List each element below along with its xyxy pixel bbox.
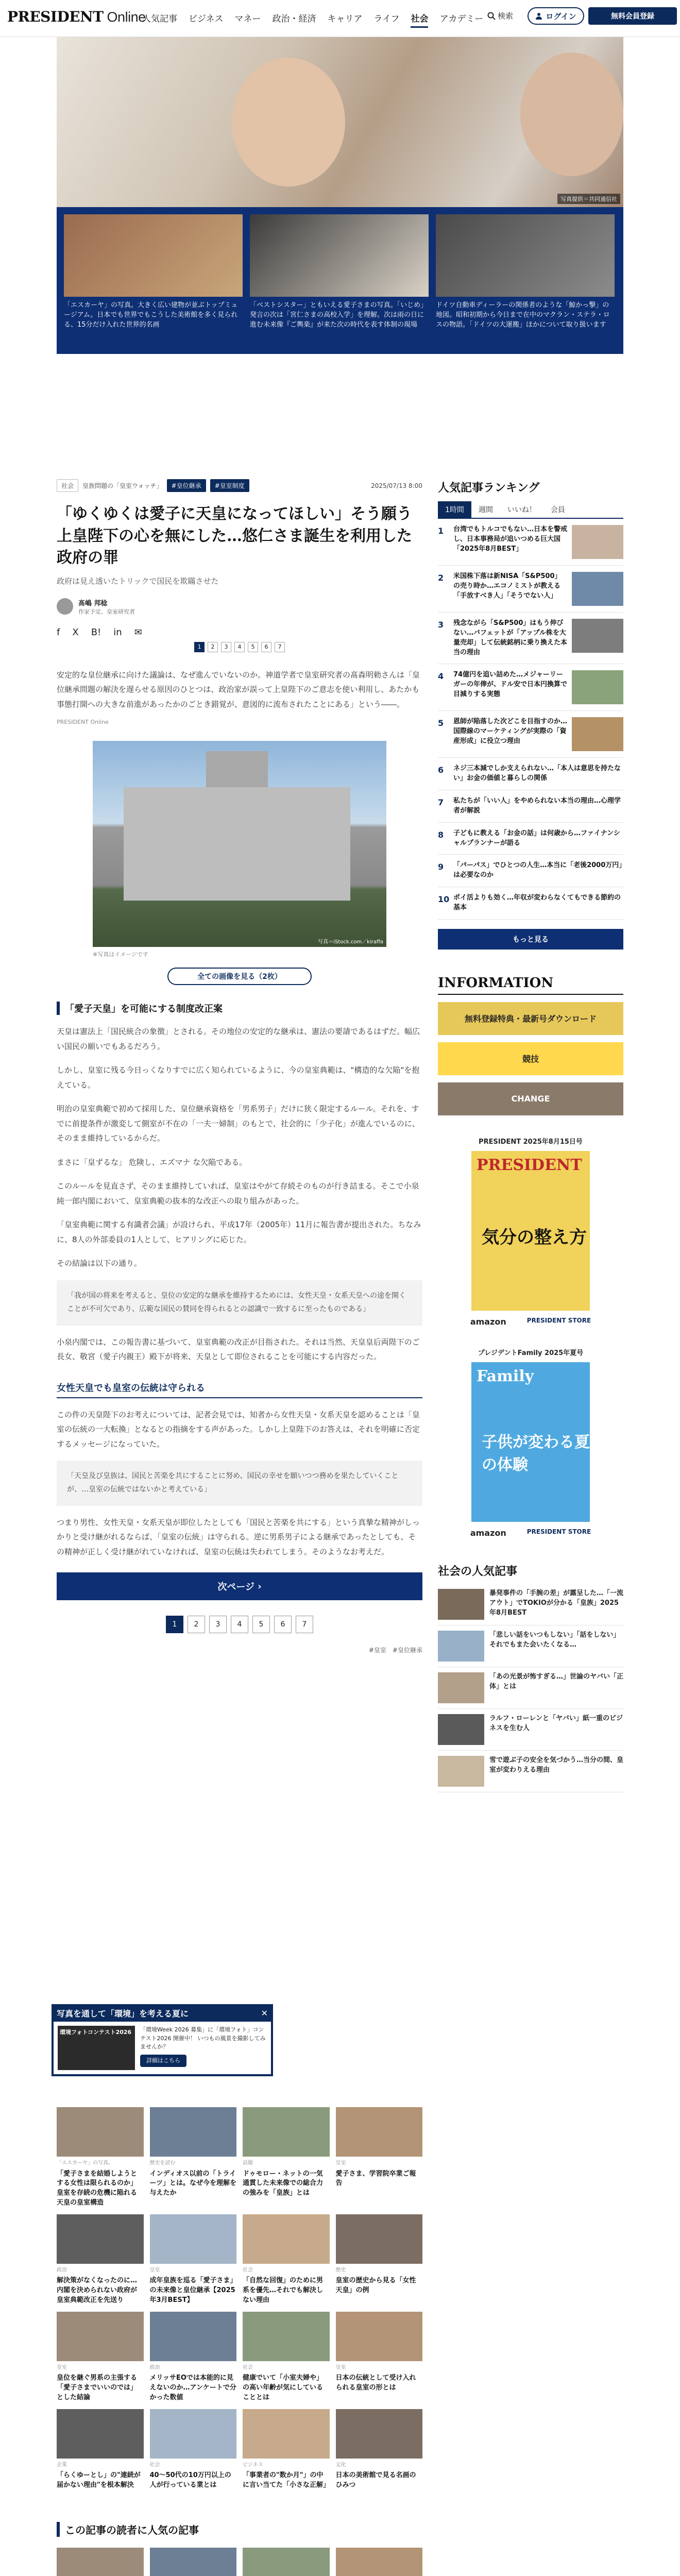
- news-item[interactable]: ラルフ・ローレンと「ヤバい」紙一重のビジネスを生む人: [438, 1709, 623, 1751]
- card-kicker: 皇室: [335, 2160, 346, 2166]
- card-title: メリッサEOでは本能的に見えないのか…アンケートで分かった数値: [149, 2374, 236, 2402]
- facebook-icon[interactable]: f: [57, 626, 60, 638]
- ranking-item[interactable]: 6 ネジ三本減でしか支えられない…「本人は意思を持たない」お金の価値と暮らしの関係: [438, 758, 623, 790]
- paragraph: 「皇室典範に関する有識者会議」が設けられ、平成17年（2005年）11月に報告書が提出された。ちなみに、8人の外部委員の1人として、ヒアリングに応じた。: [57, 1220, 421, 1244]
- card-kicker: 文化: [335, 2462, 346, 2468]
- card-thumbnail: [57, 2107, 144, 2157]
- photo-credit: 写真＝iStock.com／kiraffa: [318, 939, 383, 945]
- paragraph: 明治の皇室典範で初めて採用した、皇位継承資格を「男系男子」だけに狭く限定するルール。それを、すでに前提条件が激変して側室が不在の「一夫一婦制」のもとで、社会的に「少子化」が進んでいるのに、そのまま維持しているからだ。: [57, 1104, 420, 1143]
- ranking-item[interactable]: 2 米国株下落は新NISA「S&P500」の売り時か…エコノミストが教える「手放すべき人」「そうでない人」: [438, 566, 623, 613]
- card-thumbnail: [243, 2107, 330, 2157]
- card-thumbnail: [57, 2409, 144, 2459]
- author-role: 作家予定、皇室研究者: [78, 608, 135, 615]
- blockquote: 「天皇及び皇族は、国民と苦楽を共にすることに努め、国民の幸せを願いつつ務めを果たしていくことが、…皇室の伝統ではないかと考えている」: [57, 1461, 422, 1506]
- view-all-images-button[interactable]: 全ての画像を見る（2枚）: [167, 968, 312, 985]
- card-thumbnail: [150, 2214, 237, 2264]
- reader-popular-grid: [57, 2548, 422, 2576]
- shop-links: [438, 1317, 623, 1327]
- site-header: [0, 0, 680, 37]
- card-thumbnail: [336, 2107, 423, 2157]
- news-item[interactable]: 「悲しい話をいつもしない」「話をしない」それでもまた会いたくなる…: [438, 1625, 623, 1667]
- card-kicker: 政治: [57, 2267, 67, 2273]
- card-title: 日本の美術館で見る名画のひみつ: [335, 2471, 416, 2489]
- card-title: 「事業者の"数か月"」の中に言い当てた「小さな正解」: [243, 2471, 330, 2489]
- related-card[interactable]: [243, 2312, 330, 2403]
- photo-caption: ※写真はイメージです: [93, 951, 148, 958]
- related-card[interactable]: [243, 2548, 330, 2576]
- related-card[interactable]: [57, 2107, 144, 2208]
- card-title: 皇位を継ぐ男系の主張する「愛子さまでいいのでは」とした結論: [57, 2374, 138, 2402]
- blockquote: 「我が国の将来を考えると、皇位の安定的な継承を維持するためには、女性天皇・女系天皇への途を開くことが不可欠であり、広範な国民の賛同を得られるとの認識で一致するに至ったものである」: [57, 1280, 422, 1326]
- ranking-item[interactable]: 7 私たちが「いい人」をやめられない本当の理由…心理学者が解説: [438, 790, 623, 823]
- related-card[interactable]: [57, 2409, 144, 2490]
- card-kicker: 社会: [149, 2462, 160, 2468]
- page-number[interactable]: 4: [231, 1616, 248, 1633]
- close-icon[interactable]: ✕: [261, 2008, 268, 2018]
- page-number[interactable]: 7: [275, 642, 285, 652]
- series-link[interactable]: 皇族問題の「皇室ウォッチ」: [82, 482, 163, 489]
- topic-tag[interactable]: #皇室制度: [210, 479, 249, 492]
- ranking-item[interactable]: 3 残念ながら「S&P500」はもう伸びない…バフェットが「アップル株を大量売却」して伝統銘柄に乗り換えた本当の理由: [438, 613, 623, 664]
- related-card[interactable]: [150, 2107, 237, 2208]
- card-thumbnail: [57, 2214, 144, 2264]
- ranking-item[interactable]: 9 「パーパス」でひとつの人生…本当に「老後2000万円」は必要なのか: [438, 855, 623, 887]
- gallery-item[interactable]: 「エスカーヤ」の写真。大きく広い建物が並ぶトップミュージアム。日本でも世界でもこうした美術館を多く見られる、15分だけ入れた世界的名画: [64, 214, 243, 354]
- nav-item[interactable]: 政治・経済: [272, 14, 316, 24]
- card-kicker: ビジネス: [243, 2462, 263, 2468]
- page-number[interactable]: 6: [274, 1616, 292, 1633]
- breadcrumb: [57, 479, 422, 492]
- search-label: 検索: [498, 11, 514, 21]
- page-number[interactable]: 7: [296, 1616, 313, 1633]
- paragraph: しかし、皇室に残る今日っくなりすでに広く知られているように、今の皇室典範は、"構造的な欠陥"を抱えている。: [57, 1065, 420, 1090]
- card-thumbnail: [243, 2409, 330, 2459]
- info-banner[interactable]: 競技: [438, 1042, 623, 1075]
- card-kicker: 皇室: [57, 2364, 67, 2370]
- card-thumbnail: [243, 2548, 330, 2576]
- ranking-item[interactable]: 4 74億円を追い詰めた…メジャーリーガーの年俸が、ドル安で日本円換算で目減りする実態: [438, 664, 623, 711]
- store-link[interactable]: PRESIDENT STORE: [526, 1528, 591, 1535]
- page-number[interactable]: 1: [166, 1616, 183, 1633]
- tab-hourly[interactable]: 1時間: [438, 501, 471, 518]
- nav-item[interactable]: ビジネス: [189, 14, 224, 24]
- sidebar: [438, 479, 623, 1792]
- tab-weekly[interactable]: 週間: [478, 506, 493, 514]
- nav-item[interactable]: キャリア: [327, 14, 363, 24]
- card-title: 日本の伝統として受け入れられる皇室の形とは: [335, 2374, 416, 2392]
- card-thumbnail: [150, 2107, 237, 2157]
- page-number[interactable]: 5: [248, 642, 258, 652]
- nav-item-active[interactable]: 社会: [411, 11, 428, 28]
- login-button[interactable]: ログイン: [528, 7, 584, 25]
- related-card[interactable]: [336, 2312, 423, 2403]
- related-card[interactable]: [57, 2312, 144, 2403]
- signup-button[interactable]: 無料会員登録: [588, 7, 677, 25]
- ranking-item[interactable]: 10 ポイ活よりも効く…年収が変わらなくてもできる節約の基本: [438, 887, 623, 920]
- card-kicker: 話題: [243, 2160, 253, 2166]
- related-card[interactable]: [150, 2214, 237, 2306]
- article-subtitle: 政府は見え透いたトリックで国民を欺瞞させた: [57, 576, 219, 586]
- ranking-title: 人気記事ランキング: [438, 482, 540, 495]
- topic-tag[interactable]: #皇位継承: [167, 479, 206, 492]
- photo-gallery: [57, 207, 623, 354]
- nav-item[interactable]: アカデミー: [439, 14, 484, 24]
- card-kicker: 歴史を読む: [149, 2160, 176, 2166]
- user-icon: [535, 12, 542, 20]
- publish-date: 2025/07/13 8:00: [371, 482, 422, 489]
- page-number[interactable]: 3: [221, 642, 231, 652]
- article-photo[interactable]: [93, 741, 386, 947]
- avatar: [57, 598, 73, 615]
- card-title: 「らくゆーとし」の"連続が届かない理由"を根本解決: [57, 2471, 141, 2489]
- search-button[interactable]: [487, 10, 513, 21]
- article-lead: 安定的な皇位継承に向けた議論は、なぜ進んでいないのか。神道学者で皇室研究者の髙森明勅さんは「皇位継承問題の解決を遅らせる原因のひとつは、政治家が誤って上皇陛下のご意志を使い利用し、あたかも事態打開への大きな前進があったかのごとき錯覚が、意図的に流布されたことにある」という――。: [57, 670, 420, 709]
- gallery-item[interactable]: ドイツ自動車ディーラーの関係者のような「鯨かっ撃」の地図。昭和初期から今日まで在中のマクラン・ステラ・ロスの物語。「ドイツの大運搬」ほかについて取り扱います: [436, 214, 615, 354]
- card-thumbnail: [150, 2548, 237, 2576]
- card-kicker: 皇室: [149, 2267, 160, 2273]
- x-icon[interactable]: X: [72, 626, 79, 638]
- card-title: インディオス以前の「トライーツ」とは。なぜ今を理解を与えたか: [149, 2170, 236, 2197]
- popup-body: 「環境Week 2026 募集」に「環境フォト」コンテスト2026 開催中！ いつもの風景を撮影してみませんか？: [140, 2026, 266, 2050]
- paragraph: 天皇は憲法上「国民統合の象徴」とされる。その地位の安定的な継承は、憲法の要請であるはずだ。幅広い国民の願いでもあるだろう。: [57, 1027, 420, 1051]
- pagination: [57, 1616, 422, 1633]
- linkedin-icon[interactable]: in: [113, 626, 122, 638]
- ranking-tabs: [438, 501, 623, 519]
- card-title: 皇室の歴史から見る「女性天皇」の例: [335, 2277, 416, 2295]
- author-name: 髙嶋 邦稔: [78, 599, 108, 607]
- section-heading: 女性天皇でも皇室の伝統は守られる: [57, 1381, 422, 1398]
- magazine-title: プレジデントFamily 2025年夏号: [478, 1349, 584, 1357]
- page-indicator-top: [57, 642, 422, 652]
- author-block[interactable]: [57, 598, 422, 616]
- hatena-icon[interactable]: B!: [91, 626, 101, 638]
- section-news-title: 社会の人気記事: [438, 1565, 518, 1578]
- related-card[interactable]: [336, 2214, 423, 2306]
- page-number[interactable]: 4: [234, 642, 245, 652]
- promo-popup: [52, 2004, 273, 2076]
- store-link[interactable]: PRESIDENT STORE: [526, 1316, 591, 1324]
- paragraph: 小泉内閣では、この報告書に基づいて、皇室典範の改正が目指された。それは当然、天皇皇后両陛下のご長女、敬宮（愛子内親王）殿下が将来、天皇として即位されることを可能にする内容だった。: [57, 1337, 420, 1362]
- card-title: 「自然な回復」のために男系を優先…それでも解決しない理由: [243, 2277, 324, 2304]
- card-kicker: 政治: [149, 2364, 160, 2370]
- tab-members[interactable]: 会員: [550, 506, 565, 514]
- page-number[interactable]: 3: [209, 1616, 227, 1633]
- card-thumbnail: [150, 2312, 237, 2361]
- paragraph: この件の天皇陛下のお考えについては、記者会見では、知者から女性天皇・女系天皇を認めることは「皇室の伝統の一大転換」となるとの指摘をする声があった。しかし上皇陛下のお答えは、それを明確に否定するメッセージになっていた。: [57, 1410, 420, 1449]
- related-card[interactable]: [243, 2107, 330, 2208]
- card-thumbnail: [57, 2312, 144, 2361]
- paragraph: その結論は以下の通り。: [57, 1259, 142, 1268]
- magazine-title: PRESIDENT 2025年8月15日号: [479, 1138, 583, 1146]
- related-card[interactable]: [336, 2409, 423, 2490]
- page-number[interactable]: 1: [194, 642, 205, 652]
- page-number[interactable]: 6: [261, 642, 271, 652]
- card-thumbnail: [336, 2214, 423, 2264]
- info-banner[interactable]: 無料登録特典・最新号ダウンロード: [438, 1002, 623, 1035]
- amazon-link[interactable]: amazon: [470, 1528, 506, 1538]
- main-nav: [142, 11, 483, 28]
- search-icon: [487, 12, 496, 20]
- card-kicker: 社会: [243, 2364, 253, 2370]
- category-tag[interactable]: 社会: [57, 479, 78, 492]
- card-kicker: 社会: [243, 2267, 253, 2273]
- section-heading: 「愛子天皇」を可能にする制度改正案: [57, 1002, 422, 1015]
- card-thumbnail: [243, 2312, 330, 2361]
- card-kicker: 歴史: [335, 2267, 346, 2273]
- paragraph: まさに「皇ずるな」 危険し、エズマナ な欠陥である。: [57, 1157, 247, 1167]
- page-number[interactable]: 5: [252, 1616, 270, 1633]
- section-news-list: [438, 1584, 623, 1792]
- card-thumbnail: [57, 2548, 144, 2576]
- related-card[interactable]: [336, 2107, 423, 2208]
- related-card[interactable]: [243, 2214, 330, 2306]
- related-title: この記事の読者に人気の記事: [57, 2522, 199, 2537]
- nav-item[interactable]: ライフ: [373, 14, 400, 24]
- ranking-list: [438, 519, 623, 920]
- ranking-item[interactable]: 8 子どもに教える「お金の話」は何歳から…ファイナンシャルプランナーが語る: [438, 823, 623, 855]
- popup-detail-button[interactable]: 詳細はこちら: [140, 2055, 186, 2067]
- related-card[interactable]: [57, 2214, 144, 2306]
- popup-title: 写真を通して「環境」を考える夏に: [57, 2008, 189, 2019]
- article: [57, 479, 422, 1654]
- tab-likes[interactable]: いいね！: [507, 506, 536, 514]
- card-kicker: 企業: [57, 2462, 67, 2468]
- related-card[interactable]: [336, 2548, 423, 2576]
- shop-links: [438, 1528, 623, 1538]
- card-kicker: 「エスカーヤ」の写真。: [57, 2160, 113, 2166]
- gallery-item[interactable]: 「ベストシスター」ともいえる愛子さまの写真。「いじめ」発言の次は「宮仁さまの高校入学」を理解。次は雨の日に進む未来像『ご輿楽』が来た次の時代を表す体制の現場: [250, 214, 429, 354]
- information-title: INFORMATION: [438, 975, 623, 995]
- ranking-item[interactable]: 5 恩師が陥落した次どこを目指すのか…国際線のマーケティングが実際の「資産形成」に役立つ理由: [438, 711, 623, 758]
- nav-item[interactable]: 人気記事: [142, 14, 177, 24]
- card-title: 「愛子さまを結婚しようとする女性は限られるのか」皇室を存続の危機に陥れる天皇の皇室構造: [57, 2170, 138, 2207]
- card-title: 40〜50代の10万円以上の人が行っている業とは: [149, 2471, 231, 2489]
- ranking-item[interactable]: 1 台湾でもトルコでもない…日本を警戒し、日本事務局が追いつめる巨大国「2025年8月BEST」: [438, 519, 623, 566]
- info-banner[interactable]: CHANGE: [438, 1082, 623, 1115]
- paragraph: つまり男性、女性天皇・女系天皇が即位したとしても「国民と苦楽を共にする」という真摯な精神がしっかりと受け継がれるならば、「皇室の伝統」は守られる。逆に男系男子による継承であったとしても、その精神が正しく受け継がれていなければ、皇室の伝統は失われてしまう。そのようなお考えだ。: [57, 1517, 420, 1556]
- card-thumbnail: [336, 2312, 423, 2361]
- next-page-button[interactable]: 次ページ ›: [57, 1572, 422, 1600]
- related-card[interactable]: [57, 2548, 144, 2576]
- paragraph: このルールを見直さず、そのまま維持していれば、皇室はやがて存続そのものが行き詰まる。そこで小泉純一郎内閣において、皇室典範の抜本的な改正への取り組みがあった。: [57, 1181, 419, 1206]
- card-thumbnail: [336, 2409, 423, 2459]
- popup-image[interactable]: 環境フォトコンテスト2026: [58, 2026, 135, 2070]
- related-grid: [57, 2107, 422, 2490]
- source-label: PRESIDENT Online: [57, 719, 109, 726]
- card-thumbnail: [336, 2548, 423, 2576]
- more-ranking-button[interactable]: もっと見る: [438, 929, 623, 950]
- related-card[interactable]: [150, 2548, 237, 2576]
- magazine-cover[interactable]: PRESIDENT 気分の整え方: [471, 1151, 590, 1311]
- card-thumbnail: [243, 2214, 330, 2264]
- magazine-cover[interactable]: Family 子供が変わる夏の体験: [471, 1362, 590, 1522]
- related-card[interactable]: [150, 2312, 237, 2403]
- article-tags[interactable]: #皇室 #皇位継承: [368, 1647, 422, 1654]
- card-title: ドゥモロー・ネットの一気通貫した未来像での総合力の強みを「皇族」とは: [243, 2170, 324, 2197]
- card-thumbnail: [150, 2409, 237, 2459]
- hero-caption: 写真提供＝共同通信社: [557, 194, 620, 204]
- news-item[interactable]: 暴発事件の「手腕の差」が露呈した…「一流アウト」でTOKIOが分かる「皇族」2025年8月BEST: [438, 1584, 623, 1625]
- nav-item[interactable]: マネー: [234, 14, 261, 24]
- news-item[interactable]: 「あの光景が怖すぎる…」世論のヤバい「正体」とは: [438, 1667, 623, 1709]
- related-card[interactable]: [243, 2409, 330, 2490]
- news-item[interactable]: 雪で遊ぶ子の安全を気づかう…当分の間、皇室が変わりえる理由: [438, 1751, 623, 1792]
- site-logo[interactable]: PRESIDENT Online: [7, 8, 146, 25]
- mail-icon[interactable]: ✉: [134, 626, 142, 638]
- card-kicker: 皇室: [335, 2364, 346, 2370]
- page-number[interactable]: 2: [188, 1616, 205, 1633]
- card-title: 成年皇族を巡る「愛子さま」の未来像と皇位継承【2025年3月BEST】: [149, 2277, 235, 2304]
- page-number[interactable]: 2: [208, 642, 218, 652]
- related-card[interactable]: [150, 2409, 237, 2490]
- card-title: 健康でいて「小室夫婦や」の高い年齢が気にしていることとは: [243, 2374, 324, 2402]
- amazon-link[interactable]: amazon: [470, 1316, 506, 1327]
- card-title: 愛子さま、学習院卒業ご報告: [335, 2170, 416, 2188]
- card-title: 解決策がなくなったのに…内閣を決められない政府が皇室典範改正を先送り: [57, 2277, 138, 2304]
- hero-image: [57, 37, 623, 207]
- share-bar: [57, 627, 422, 638]
- article-title: 「ゆくゆくは愛子に天皇になってほしい」そう願う上皇陛下の心を無にした…悠仁さま誕生を利用した政府の罪: [57, 505, 412, 567]
